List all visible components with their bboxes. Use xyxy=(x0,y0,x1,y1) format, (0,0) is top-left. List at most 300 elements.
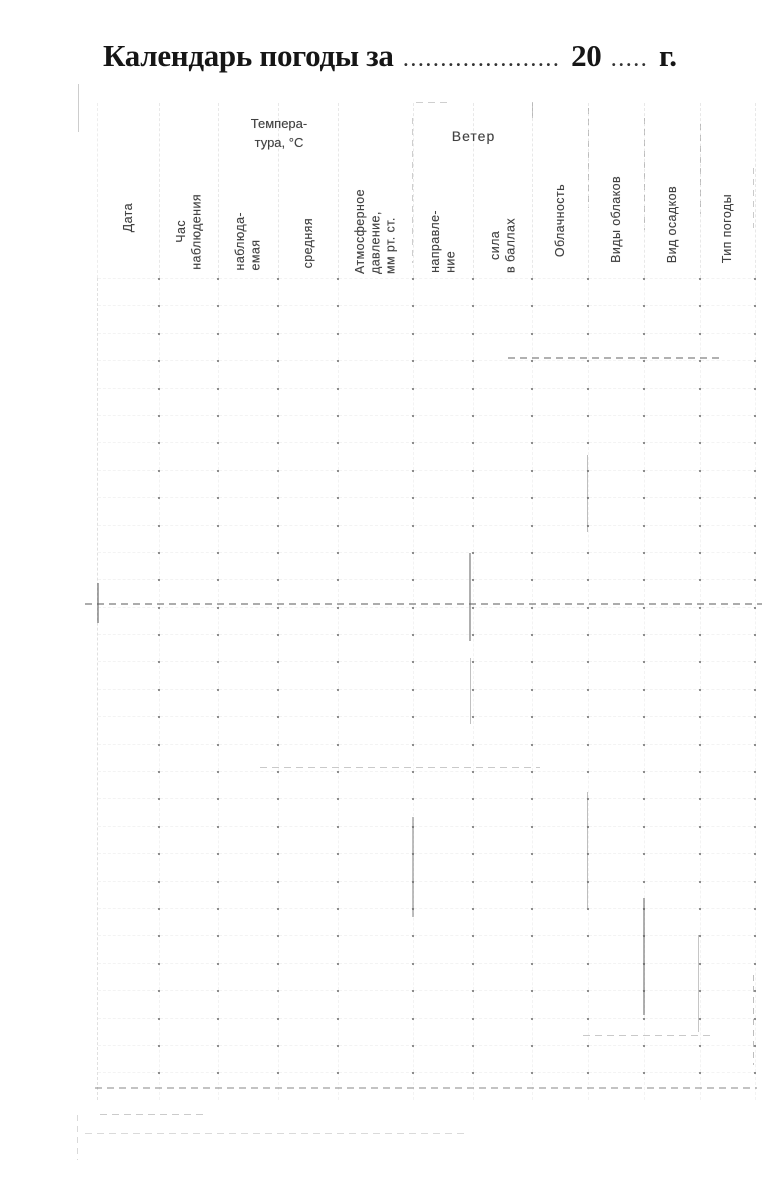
table-cell xyxy=(414,360,474,387)
table-cell xyxy=(98,388,160,415)
table-row xyxy=(98,771,755,798)
table-cell xyxy=(701,305,756,332)
table-cell xyxy=(160,634,219,661)
table-cell xyxy=(98,716,160,743)
table-row xyxy=(98,360,755,387)
table-cell xyxy=(701,771,756,798)
table-cell xyxy=(160,826,219,853)
table-cell xyxy=(339,278,414,305)
table-cell xyxy=(219,1072,279,1099)
table-cell xyxy=(589,470,645,497)
column-label-temperature-average: средняя xyxy=(300,217,315,268)
column-header-pressure xyxy=(339,103,414,278)
table-cell xyxy=(339,415,414,442)
table-cell xyxy=(414,935,474,962)
table-cell xyxy=(98,826,160,853)
table-cell xyxy=(645,990,701,1017)
table-cell xyxy=(589,990,645,1017)
table-cell xyxy=(474,716,533,743)
table-cell xyxy=(414,798,474,825)
table-cell xyxy=(414,552,474,579)
table-row xyxy=(98,442,755,469)
table-cell xyxy=(701,360,756,387)
table-cell xyxy=(701,963,756,990)
table-cell xyxy=(701,333,756,360)
table-row xyxy=(98,1045,755,1072)
table-cell xyxy=(339,908,414,935)
table-cell xyxy=(279,935,339,962)
table-cell xyxy=(589,388,645,415)
table-cell xyxy=(219,470,279,497)
table-cell xyxy=(279,388,339,415)
column-label-cloud-kinds: Виды облаков xyxy=(608,176,623,263)
table-cell xyxy=(645,333,701,360)
table-cell xyxy=(219,607,279,634)
table-cell xyxy=(219,744,279,771)
table-cell xyxy=(279,442,339,469)
table-cell xyxy=(533,935,589,962)
table-cell xyxy=(160,853,219,880)
table-cell xyxy=(589,607,645,634)
table-cell xyxy=(160,442,219,469)
column-header-observation-hour xyxy=(160,103,219,278)
table-cell xyxy=(219,1045,279,1072)
table-cell xyxy=(160,689,219,716)
table-cell xyxy=(98,278,160,305)
table-row xyxy=(98,333,755,360)
table-cell xyxy=(701,470,756,497)
table-cell xyxy=(219,305,279,332)
table-cell xyxy=(160,278,219,305)
table-cell xyxy=(701,990,756,1017)
table-cell xyxy=(98,552,160,579)
table-cell xyxy=(219,661,279,688)
table-cell xyxy=(701,634,756,661)
table-cell xyxy=(98,990,160,1017)
table-cell xyxy=(339,963,414,990)
weather-table xyxy=(97,103,755,1100)
scan-artifact-line xyxy=(85,1133,465,1134)
column-header-cloudiness xyxy=(533,103,589,278)
table-cell xyxy=(701,1072,756,1099)
table-cell xyxy=(701,497,756,524)
table-cell xyxy=(589,716,645,743)
table-cell xyxy=(414,634,474,661)
table-cell xyxy=(589,552,645,579)
column-label-weather-type: Тип погоды xyxy=(720,193,735,263)
table-cell xyxy=(279,771,339,798)
table-cell xyxy=(279,497,339,524)
table-cell xyxy=(645,278,701,305)
table-cell xyxy=(414,853,474,880)
table-cell xyxy=(474,278,533,305)
table-cell xyxy=(414,278,474,305)
table-row xyxy=(98,470,755,497)
table-cell xyxy=(279,552,339,579)
table-cell xyxy=(279,881,339,908)
table-cell xyxy=(645,881,701,908)
table-cell xyxy=(219,826,279,853)
table-cell xyxy=(701,935,756,962)
table-cell xyxy=(160,497,219,524)
table-cell xyxy=(589,935,645,962)
column-label-temperature-observed: наблюда- емая xyxy=(233,211,263,270)
table-cell xyxy=(474,771,533,798)
table-cell xyxy=(533,415,589,442)
table-cell xyxy=(474,1072,533,1099)
table-cell xyxy=(279,470,339,497)
table-cell xyxy=(279,278,339,305)
table-cell xyxy=(339,716,414,743)
table-row xyxy=(98,497,755,524)
table-cell xyxy=(645,305,701,332)
table-row xyxy=(98,661,755,688)
table-cell xyxy=(414,1018,474,1045)
table-cell xyxy=(533,963,589,990)
table-cell xyxy=(98,963,160,990)
table-cell xyxy=(474,607,533,634)
table-cell xyxy=(474,1045,533,1072)
table-row xyxy=(98,525,755,552)
table-cell xyxy=(589,278,645,305)
table-cell xyxy=(98,935,160,962)
table-cell xyxy=(414,716,474,743)
table-cell xyxy=(98,333,160,360)
table-cell xyxy=(701,552,756,579)
table-cell xyxy=(160,798,219,825)
table-row xyxy=(98,305,755,332)
table-cell xyxy=(701,908,756,935)
table-cell xyxy=(160,935,219,962)
table-cell xyxy=(533,990,589,1017)
table-cell xyxy=(533,470,589,497)
column-label-precipitation-kind: Вид осадков xyxy=(664,185,679,263)
table-cell xyxy=(219,415,279,442)
table-cell xyxy=(414,990,474,1017)
table-cell xyxy=(279,716,339,743)
table-cell xyxy=(160,333,219,360)
table-cell xyxy=(589,826,645,853)
table-cell xyxy=(589,415,645,442)
table-cell xyxy=(645,360,701,387)
table-cell xyxy=(219,881,279,908)
group-header-wind: Ветер xyxy=(451,128,496,144)
table-cell xyxy=(98,798,160,825)
table-cell xyxy=(339,607,414,634)
table-cell xyxy=(279,908,339,935)
table-cell xyxy=(160,990,219,1017)
table-row xyxy=(98,1018,755,1045)
table-cell xyxy=(160,415,219,442)
table-cell xyxy=(645,497,701,524)
table-cell xyxy=(160,716,219,743)
table-cell xyxy=(645,552,701,579)
table-cell xyxy=(533,853,589,880)
table-cell xyxy=(219,689,279,716)
table-cell xyxy=(98,360,160,387)
table-cell xyxy=(339,853,414,880)
table-cell xyxy=(219,935,279,962)
table-cell xyxy=(219,853,279,880)
table-header xyxy=(97,103,755,278)
table-cell xyxy=(474,689,533,716)
table-cell xyxy=(98,1072,160,1099)
table-cell xyxy=(533,771,589,798)
table-cell xyxy=(589,579,645,606)
table-cell xyxy=(701,1045,756,1072)
table-cell xyxy=(279,360,339,387)
table-cell xyxy=(474,579,533,606)
table-cell xyxy=(160,552,219,579)
page-title xyxy=(103,38,763,74)
table-cell xyxy=(589,661,645,688)
table-cell xyxy=(414,771,474,798)
table-cell xyxy=(645,415,701,442)
table-cell xyxy=(279,1072,339,1099)
table-cell xyxy=(645,689,701,716)
table-cell xyxy=(219,442,279,469)
table-cell xyxy=(645,1072,701,1099)
table-cell xyxy=(589,360,645,387)
table-cell xyxy=(339,990,414,1017)
table-cell xyxy=(645,634,701,661)
table-cell xyxy=(160,1045,219,1072)
table-row xyxy=(98,415,755,442)
table-cell xyxy=(533,305,589,332)
table-cell xyxy=(589,908,645,935)
table-row xyxy=(98,689,755,716)
table-cell xyxy=(279,826,339,853)
table-cell xyxy=(645,935,701,962)
table-cell xyxy=(701,661,756,688)
table-cell xyxy=(98,525,160,552)
table-cell xyxy=(589,853,645,880)
title-year-suffix: г. xyxy=(659,38,677,73)
table-cell xyxy=(645,579,701,606)
table-cell xyxy=(219,798,279,825)
table-cell xyxy=(414,881,474,908)
table-cell xyxy=(279,333,339,360)
table-cell xyxy=(414,689,474,716)
table-cell xyxy=(589,442,645,469)
table-cell xyxy=(533,744,589,771)
table-cell xyxy=(98,908,160,935)
table-cell xyxy=(279,607,339,634)
table-cell xyxy=(533,607,589,634)
table-cell xyxy=(701,826,756,853)
table-cell xyxy=(414,333,474,360)
table-cell xyxy=(414,744,474,771)
table-cell xyxy=(160,1072,219,1099)
table-cell xyxy=(219,908,279,935)
table-cell xyxy=(219,634,279,661)
table-cell xyxy=(279,661,339,688)
table-cell xyxy=(533,278,589,305)
table-cell xyxy=(160,470,219,497)
title-leader-dots: ..................... xyxy=(403,50,562,70)
table-cell xyxy=(533,360,589,387)
table-row xyxy=(98,826,755,853)
table-cell xyxy=(279,990,339,1017)
table-cell xyxy=(219,360,279,387)
table-cell xyxy=(160,661,219,688)
table-cell xyxy=(339,661,414,688)
table-cell xyxy=(645,744,701,771)
table-cell xyxy=(279,415,339,442)
table-cell xyxy=(98,689,160,716)
table-row xyxy=(98,744,755,771)
table-cell xyxy=(474,826,533,853)
table-cell xyxy=(474,634,533,661)
table-cell xyxy=(474,1018,533,1045)
column-header-date xyxy=(98,103,160,278)
table-cell xyxy=(474,305,533,332)
table-cell xyxy=(160,908,219,935)
table-cell xyxy=(701,1018,756,1045)
table-cell xyxy=(98,1018,160,1045)
table-cell xyxy=(339,305,414,332)
table-row xyxy=(98,853,755,880)
table-cell xyxy=(589,744,645,771)
table-row xyxy=(98,935,755,962)
table-cell xyxy=(701,881,756,908)
table-cell xyxy=(589,963,645,990)
column-label-wind-direction: направле- ние xyxy=(428,210,458,273)
table-cell xyxy=(645,853,701,880)
table-cell xyxy=(474,853,533,880)
table-cell xyxy=(589,634,645,661)
table-cell xyxy=(414,908,474,935)
table-cell xyxy=(279,689,339,716)
table-cell xyxy=(474,935,533,962)
table-cell xyxy=(98,470,160,497)
table-row xyxy=(98,552,755,579)
table-cell xyxy=(219,1018,279,1045)
table-cell xyxy=(645,1045,701,1072)
table-cell xyxy=(701,415,756,442)
table-cell xyxy=(474,744,533,771)
table-cell xyxy=(279,744,339,771)
table-cell xyxy=(589,689,645,716)
table-cell xyxy=(589,333,645,360)
table-cell xyxy=(701,442,756,469)
table-cell xyxy=(339,552,414,579)
table-cell xyxy=(160,963,219,990)
table-cell xyxy=(474,881,533,908)
table-cell xyxy=(645,716,701,743)
table-row xyxy=(98,634,755,661)
table-cell xyxy=(645,607,701,634)
table-cell xyxy=(414,1045,474,1072)
table-cell xyxy=(219,771,279,798)
table-cell xyxy=(414,607,474,634)
table-cell xyxy=(414,1072,474,1099)
table-cell xyxy=(339,1072,414,1099)
table-row xyxy=(98,278,755,305)
table-row xyxy=(98,579,755,606)
table-cell xyxy=(219,552,279,579)
table-cell xyxy=(414,579,474,606)
table-cell xyxy=(98,579,160,606)
table-cell xyxy=(533,661,589,688)
table-cell xyxy=(645,771,701,798)
table-cell xyxy=(339,634,414,661)
table-cell xyxy=(645,661,701,688)
table-cell xyxy=(339,470,414,497)
table-cell xyxy=(533,442,589,469)
table-cell xyxy=(533,689,589,716)
table-cell xyxy=(339,360,414,387)
table-cell xyxy=(589,881,645,908)
table-cell xyxy=(339,388,414,415)
column-label-cloudiness: Облачность xyxy=(552,183,567,257)
table-row xyxy=(98,990,755,1017)
table-cell xyxy=(160,881,219,908)
table-cell xyxy=(279,963,339,990)
table-cell xyxy=(701,278,756,305)
table-cell xyxy=(589,1072,645,1099)
table-cell xyxy=(160,744,219,771)
table-cell xyxy=(474,798,533,825)
scan-artifact-line xyxy=(78,84,79,132)
table-cell xyxy=(645,388,701,415)
table-cell xyxy=(160,388,219,415)
table-cell xyxy=(339,798,414,825)
table-cell xyxy=(589,771,645,798)
table-row xyxy=(98,798,755,825)
table-cell xyxy=(219,497,279,524)
table-cell xyxy=(533,333,589,360)
table-cell xyxy=(645,1018,701,1045)
table-cell xyxy=(533,798,589,825)
table-cell xyxy=(474,470,533,497)
table-cell xyxy=(645,442,701,469)
table-cell xyxy=(701,525,756,552)
table-cell xyxy=(533,525,589,552)
table-cell xyxy=(533,826,589,853)
table-cell xyxy=(533,579,589,606)
table-cell xyxy=(219,278,279,305)
table-cell xyxy=(219,716,279,743)
table-cell xyxy=(219,963,279,990)
table-cell xyxy=(279,579,339,606)
table-cell xyxy=(701,853,756,880)
table-cell xyxy=(589,525,645,552)
table-cell xyxy=(645,798,701,825)
table-cell xyxy=(533,908,589,935)
table-cell xyxy=(645,963,701,990)
table-cell xyxy=(474,525,533,552)
table-cell xyxy=(98,1045,160,1072)
table-cell xyxy=(589,1045,645,1072)
title-year-dots: ..... xyxy=(611,50,649,70)
table-cell xyxy=(339,744,414,771)
table-cell xyxy=(645,908,701,935)
table-cell xyxy=(414,963,474,990)
table-cell xyxy=(474,963,533,990)
table-cell xyxy=(701,744,756,771)
table-cell xyxy=(533,552,589,579)
table-cell xyxy=(589,1018,645,1045)
table-cell xyxy=(339,881,414,908)
table-cell xyxy=(339,935,414,962)
table-cell xyxy=(339,1045,414,1072)
title-century: 20 xyxy=(571,38,602,73)
table-cell xyxy=(160,771,219,798)
table-cell xyxy=(474,333,533,360)
table-cell xyxy=(219,990,279,1017)
table-cell xyxy=(98,853,160,880)
